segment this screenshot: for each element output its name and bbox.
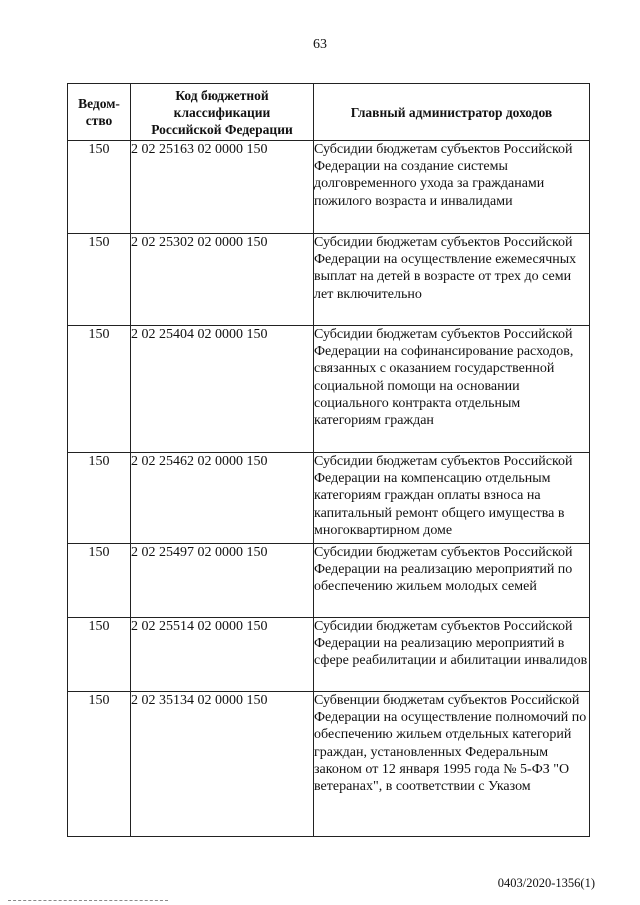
table-row (68, 141, 590, 234)
cell-admin: Субвенции бюджетам субъектов Российской Федерации на осуществление полномочий по обеспечению жильем отдельных категорий граждан, установленных Федеральным законом от 12 января 1995 года № 5-ФЗ "О ветеранах", в соответствии с Указом (314, 692, 590, 837)
cell-vedomstvo: 150 (68, 234, 131, 326)
cell-vedomstvo: 150 (68, 453, 131, 544)
cell-code: 2 02 25462 02 0000 150 (131, 453, 314, 544)
cell-admin: Субсидии бюджетам субъектов Российской Федерации на создание системы долговременного ухода за гражданами пожилого возраста и инвалидами (314, 141, 590, 234)
page-number: 63 (313, 37, 327, 52)
table-row (68, 326, 590, 453)
table-row (68, 618, 590, 692)
cell-admin: Субсидии бюджетам субъектов Российской Федерации на реализацию мероприятий в сфере реабилитации и абилитации инвалидов (314, 618, 590, 692)
cell-vedomstvo: 150 (68, 692, 131, 837)
cell-code: 2 02 35134 02 0000 150 (131, 692, 314, 837)
cell-vedomstvo: 150 (68, 544, 131, 618)
table-row (68, 544, 590, 618)
cell-vedomstvo: 150 (68, 326, 131, 453)
cell-code: 2 02 25514 02 0000 150 (131, 618, 314, 692)
cell-vedomstvo: 150 (68, 618, 131, 692)
budget-classification-table (67, 83, 590, 837)
table-row (68, 453, 590, 544)
table-row (68, 234, 590, 326)
cell-admin: Субсидии бюджетам субъектов Российской Федерации на осуществление ежемесячных выплат на детей в возрасте от трех до семи лет включительно (314, 234, 590, 326)
cell-code: 2 02 25404 02 0000 150 (131, 326, 314, 453)
header-admin: Главный администратор доходов (314, 84, 590, 141)
document-number: 0403/2020-1356(1) (497, 876, 595, 890)
table-row (68, 692, 590, 837)
header-vedomstvo: Ведом- ство (68, 84, 131, 141)
cell-code: 2 02 25163 02 0000 150 (131, 141, 314, 234)
cell-code: 2 02 25497 02 0000 150 (131, 544, 314, 618)
cell-admin: Субсидии бюджетам субъектов Российской Федерации на компенсацию отдельным категориям граждан оплаты взноса на капитальный ремонт общего имущества в многоквартирном доме (314, 453, 590, 544)
cell-vedomstvo: 150 (68, 141, 131, 234)
cell-code: 2 02 25302 02 0000 150 (131, 234, 314, 326)
footer-divider (8, 900, 168, 901)
cell-admin: Субсидии бюджетам субъектов Российской Федерации на реализацию мероприятий по обеспечению жильем молодых семей (314, 544, 590, 618)
header-code: Код бюджетной классификации Российской Федерации (131, 84, 314, 141)
table-body (68, 141, 590, 837)
table-header-row (68, 84, 590, 141)
cell-admin: Субсидии бюджетам субъектов Российской Федерации на софинансирование расходов, связанных с оказанием государственной социальной помощи на основании социального контракта отдельным категориям граждан (314, 326, 590, 453)
